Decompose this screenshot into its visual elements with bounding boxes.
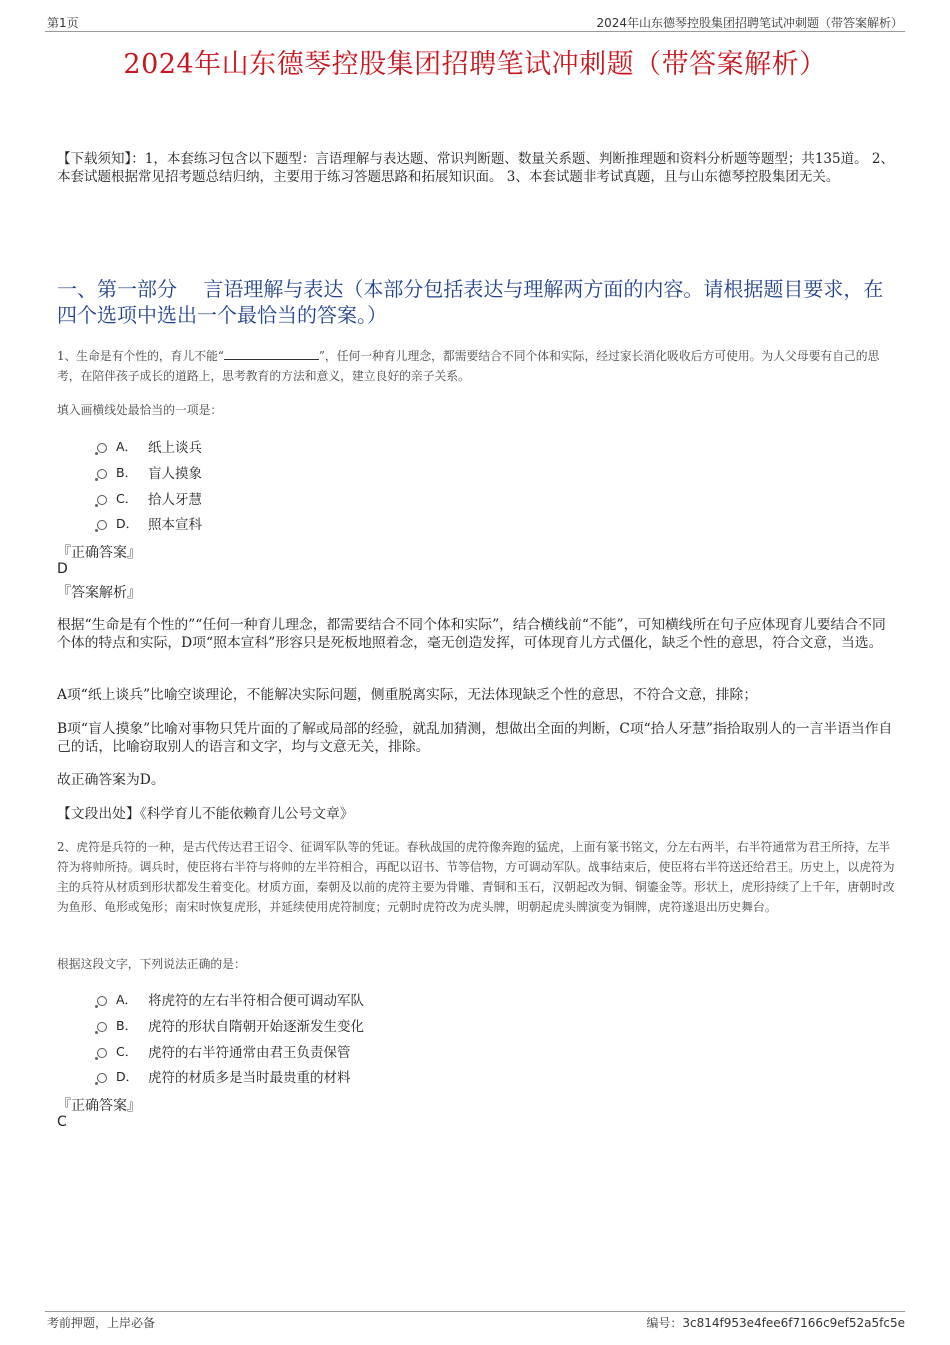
section-title: 一、第一部分 言语理解与表达（本部分包括表达与理解两方面的内容。请根据题目要求，在四个选项中选出一个最恰当的答案。） xyxy=(57,277,884,327)
question-1-prompt: 填入画横线处最恰当的一项是： xyxy=(57,403,223,417)
footer-code-value: 3c814f953e4fee6f7166c9ef52a5fc5e xyxy=(682,1316,905,1330)
question-2-option-b[interactable]: B． 虎符的形状自隋朝开始逐渐发生变化 xyxy=(97,1015,364,1035)
question-1-option-b[interactable]: B． 盲人摸象 xyxy=(97,462,202,482)
footer-code xyxy=(646,1314,905,1331)
radio-icon[interactable] xyxy=(97,1073,107,1083)
header-doc-title: 2024年山东德琴控股集团招聘笔试冲刺题（带答案解析） xyxy=(596,16,903,30)
radio-icon[interactable] xyxy=(97,443,107,453)
question-2-stem: 2、虎符是兵符的一种，是古代传达君王诏令、征调军队等的凭证。春秋战国的虎符像奔跑的猛虎，上面有篆书铭文，分左右两半，右半符通常为君王所持，左半符为将帅所持。调兵时，使臣将右半符与将帅的左半符相合，再配以诏书、节等信物，方可调动军队。战事结束后，使臣将右半符送还给君王。历史上，以虎符为主的兵符从材质到形状都发生着变化。材质方面，秦朝及以前的虎符主要为骨雕、青铜和玉石，汉朝起改为铜、铜鎏金等。形状上，虎形持续了上千年，唐朝时改为鱼形、龟形或兔形；南宋时恢复虎形，并延续使用虎符制度；元朝时虎符改为虎头牌，明朝起虎头牌演变为铜牌，虎符遂退出历史舞台。 xyxy=(57,840,895,914)
question-1-option-d[interactable]: D． 照本宣科 xyxy=(97,513,202,533)
question-2-option-a[interactable]: A． 将虎符的左右半符相合便可调动军队 xyxy=(97,989,364,1009)
question-1-analysis-4: 故正确答案为D。 xyxy=(57,772,165,788)
question-1-answer-heading: 『正确答案』 xyxy=(57,545,141,561)
question-2-option-d[interactable]: D． 虎符的材质多是当时最贵重的材料 xyxy=(97,1066,351,1086)
radio-icon[interactable] xyxy=(97,996,107,1006)
radio-icon[interactable] xyxy=(97,469,107,479)
footer-slogan: 考前押题，上岸必备 xyxy=(47,1316,156,1330)
question-2-prompt: 根据这段文字，下列说法正确的是： xyxy=(57,957,246,971)
footer-code-label: 编号： xyxy=(646,1316,683,1330)
question-1-source: 【文段出处】《科学育儿不能依赖育儿公号文章》 xyxy=(57,806,354,822)
radio-icon[interactable] xyxy=(97,495,107,505)
question-1-stem-pre: 1、生命是有个性的，育儿不能“ xyxy=(57,349,224,363)
document-title: 2024年山东德琴控股集团招聘笔试冲刺题（带答案解析） xyxy=(123,49,827,80)
radio-icon[interactable] xyxy=(97,520,107,530)
radio-icon[interactable] xyxy=(97,1048,107,1058)
question-1-option-a[interactable]: A． 纸上谈兵 xyxy=(97,436,202,456)
radio-icon[interactable] xyxy=(97,1022,107,1032)
question-2-option-c[interactable]: C． 虎符的右半符通常由君王负责保管 xyxy=(97,1041,351,1061)
question-1-option-c[interactable]: C． 拾人牙慧 xyxy=(97,488,202,508)
header-divider xyxy=(45,31,905,32)
page-number: 第1页 xyxy=(47,16,79,30)
question-1-stem xyxy=(57,346,902,386)
question-1-answer: D xyxy=(57,561,68,577)
question-1-analysis-1: 根据“生命是有个性的”“任何一种育儿理念，都需要结合不同个体和实际”，结合横线前“不能”，可知横线所在句子应体现育儿要结合不同个体的特点和实际，D项“照本宣科”形容只是死板地照着念，毫无创造发挥，可体现育儿方式僵化，缺乏个性的意思，符合文意，当选。 xyxy=(57,617,886,651)
footer-divider xyxy=(45,1311,905,1312)
question-1-blank xyxy=(224,348,319,360)
question-1-analysis-3: B项“盲人摸象”比喻对事物只凭片面的了解或局部的经验，就乱加猜测，想做出全面的判断，C项“拾人牙慧”指拾取别人的一言半语当作自己的话，比喻窃取别人的语言和文字，均与文意无关，排除。 xyxy=(57,721,893,755)
question-2-answer: C xyxy=(57,1114,67,1130)
question-1-analysis-2: A项“纸上谈兵”比喻空谈理论，不能解决实际问题，侧重脱离实际，无法体现缺乏个性的意思，不符合文意，排除； xyxy=(57,687,758,703)
question-1-analysis-heading: 『答案解析』 xyxy=(57,585,141,601)
question-1-stem-post: ”，任何一种育儿理念，都需要结合不同个体和实际，经过家长消化吸收后方可使用。为人父母要有自己的思考，在陪伴孩子成长的道路上，思考教育的方法和意义，建立良好的亲子关系。 xyxy=(57,349,880,383)
question-2-answer-heading: 『正确答案』 xyxy=(57,1098,141,1114)
download-notice: 【下载须知】：1，本套练习包含以下题型：言语理解与表达题、常识判断题、数量关系题、判断推理题和资料分析题等题型；共135道。 2、本套试题根据常见招考题总结归纳，主要用于练习答题思路和拓展知识面。 3、本套试题非考试真题，且与山东德琴控股集团无关。 xyxy=(57,151,894,185)
